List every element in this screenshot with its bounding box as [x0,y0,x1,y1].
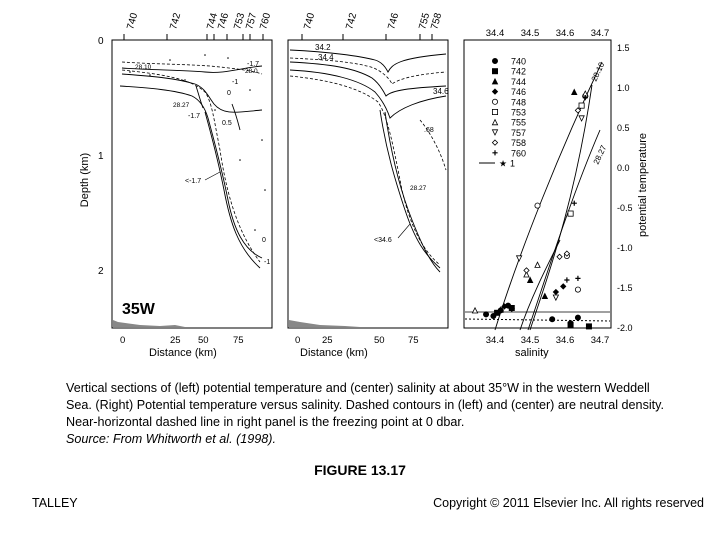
caption-source: Source: From Whitworth et al. (1998). [66,432,276,446]
ts-xlabel: salinity [515,347,549,359]
ts-point-755-2 [535,262,540,267]
ts-ylabel: potential temperature [637,133,649,237]
ts-point-753-1 [579,103,584,108]
ts-point-744-3 [572,89,577,94]
ts-legend-label-755: 755 [511,117,527,128]
ts-legend-marker-748 [492,99,497,104]
ts-legend-label-760: 760 [511,148,527,159]
left-station-ticks [124,34,263,40]
center-distance-title: Distance (km) [300,347,368,359]
center-panel-frame [288,40,448,328]
left-contour-label-neg1-7-mid: -1.7 [188,113,201,120]
ts-legend-marker-1 [479,159,507,169]
center-distance-axis [295,335,419,359]
left-contour-label-lt-neg1-7: <-1.7 [185,178,202,185]
left-contour-label-neg1-7-top: -1.7 [247,61,260,68]
ts-legend-label-1: 1 [510,158,516,169]
ts-point-740-4 [550,317,555,322]
depth-tick-1: 1 [98,151,104,162]
ts-ytick-neg0-5: -0.5 [617,203,633,213]
ts-top-tick-34-5: 34.5 [520,28,540,39]
ts-point-753-0 [568,211,573,216]
ts-point-746-3 [561,284,566,289]
ts-top-tick-34-7: 34.7 [590,28,610,39]
center-contour-label-lt34-6: <34.6 [374,237,392,244]
center-seafloor [289,320,360,327]
ts-legend-marker-758 [492,140,497,145]
ts-point-744-1 [528,277,533,282]
ts-point-758-0 [524,268,529,273]
ts-point-757-0 [517,256,522,261]
ts-freezing-line [465,319,610,321]
ts-point-744-2 [542,293,547,298]
ts-legend-label-740: 740 [511,56,527,67]
ts-legend-label-742: 742 [511,66,527,77]
ts-legend-label-753: 753 [511,107,527,118]
center-distance-tick-50: 50 [374,335,385,346]
ts-bottom-tick-34-6: 34.6 [555,335,575,346]
depth-axis [79,36,104,277]
ts-point-758-1 [557,254,562,259]
ts-ytick-neg1-5: -1.5 [617,283,633,293]
center-station-ticks [302,34,432,40]
ts-legend-label-758: 758 [511,138,527,149]
left-distance-title: Distance (km) [149,347,217,359]
ts-point-760-2 [575,276,580,281]
center-isohalines [290,50,446,272]
ts-legend-marker-755 [492,120,497,125]
ts-ytick-1-5: 1.5 [617,43,630,53]
left-contour-label-neg1: -1 [232,79,239,86]
left-contour-label-0-5: 0.5 [222,120,232,127]
left-contour-label-0-top: 0 [227,90,231,97]
ts-point-746-2 [553,289,558,294]
footer-copyright: Copyright © 2011 Elsevier Inc. All rights reserved [433,496,704,510]
left-distance-tick-50: 50 [198,335,209,346]
left-contour-label-28-10: 28.10 [135,64,152,71]
center-station-740: 740 [302,11,318,31]
left-station-744: 744 [205,11,221,31]
ts-legend-label-757: 757 [511,127,527,138]
ts-density-label-28-27: 28.27 [591,143,609,166]
ts-legend-marker-742 [492,69,497,74]
left-distance-tick-75: 75 [233,335,244,346]
ts-point-742-3 [586,324,591,329]
left-distance-tick-25: 25 [170,335,181,346]
left-station-746: 746 [216,11,232,31]
ts-top-ticks [486,28,610,39]
ts-ytick-1-0: 1.0 [617,83,630,93]
right-ts-diagram [464,28,649,359]
ts-point-740-0 [483,312,488,317]
ts-legend-marker-757 [492,130,497,135]
center-station-755: 755 [417,11,433,31]
left-seafloor [113,320,185,327]
ts-legend-marker-740 [492,58,497,63]
left-station-760: 760 [258,11,274,31]
left-contour-label-0-bottom: 0 [262,237,266,244]
left-sample-dots [129,54,266,231]
center-station-758: 758 [429,11,445,31]
center-distance-tick-75: 75 [408,335,419,346]
ts-y-ticks [617,43,633,333]
center-distance-tick-0: 0 [295,335,301,346]
center-station-746: 746 [386,11,402,31]
ts-ytick-0-5: 0.5 [617,123,630,133]
center-contour-label-068: .68 [424,127,434,134]
ts-bottom-ticks [486,335,610,346]
center-contour-label-34-6: 34.6 [433,87,449,96]
depth-tick-2: 2 [98,266,104,277]
center-distance-tick-25: 25 [322,335,333,346]
caption-text: Vertical sections of (left) potential temperature and (center) salinity at about 35°W in the western Weddell Sea. (Right) Potential temperature versus salinity. Dashed contours in (left) and (center) are neutral density. Near-horizontal dashed line in right panel is the freezing point at 0 dbar. [66,381,665,429]
ts-point-742-2 [568,322,573,327]
ts-point-757-1 [553,295,558,300]
center-density-contours [290,58,446,265]
ts-point-748-2 [575,287,580,292]
left-label-leader [205,172,220,180]
left-distance-axis [120,335,244,359]
ts-legend-label-744: 744 [511,76,527,87]
ts-plot-frame [464,40,611,328]
left-distance-tick-0: 0 [120,335,126,346]
left-station-753: 753 [232,11,248,31]
ts-top-tick-34-6: 34.6 [555,28,575,39]
ts-top-tick-34-4: 34.4 [485,28,505,39]
center-contour-label-28-27: 28.27 [410,185,427,192]
ts-legend-label-746: 746 [511,87,527,98]
center-station-742: 742 [344,11,360,31]
center-contour-label-34-2: 34.2 [315,43,331,52]
ts-bottom-tick-34-4: 34.4 [485,335,505,346]
ts-point-760-0 [564,277,569,282]
left-density-contours [122,62,262,262]
ts-legend-marker-746 [492,89,497,94]
left-temperature-section [112,11,273,328]
ts-bottom-tick-34-7: 34.7 [590,335,610,346]
left-isotherms [120,66,262,268]
ts-legend-marker-753 [492,109,497,114]
depth-axis-title: Depth (km) [79,152,91,208]
ts-legend [479,57,526,169]
center-label-leader [398,224,410,238]
ts-point-748-0 [535,203,540,208]
ts-ytick-0-0: 0.0 [617,163,630,173]
figure-caption [66,380,676,448]
ts-bottom-tick-34-5: 34.5 [520,335,540,346]
left-station-740: 740 [125,11,141,31]
left-station-757: 757 [244,11,260,31]
ts-ytick-neg2-0: -2.0 [617,323,633,333]
svg-text:★: ★ [499,158,508,169]
left-contour-label-28-0: 28.0 [245,68,258,75]
ts-legend-marker-744 [492,79,497,84]
ts-legend-label-748: 748 [511,97,527,108]
ts-density-label-28-10: 28.10 [589,60,607,83]
figure-title: FIGURE 13.17 [314,462,406,478]
left-contour-label-neg1-bottom: -1 [264,259,271,266]
left-contour-label-28-27: 28.27 [173,102,190,109]
depth-tick-0: 0 [98,36,104,47]
ts-point-740-6 [575,315,580,320]
region-label-35w: 35W [122,301,155,318]
footer-author: TALLEY [32,496,78,510]
center-contour-label-34-4: 34.4 [318,53,334,62]
center-salinity-section [288,11,449,328]
left-station-742: 742 [168,11,184,31]
ts-ytick-neg1-0: -1.0 [617,243,633,253]
ts-data-points [472,89,591,329]
ts-point-757-2 [579,116,584,121]
ts-point-755-0 [472,308,477,313]
ts-legend-marker-760 [492,150,497,155]
